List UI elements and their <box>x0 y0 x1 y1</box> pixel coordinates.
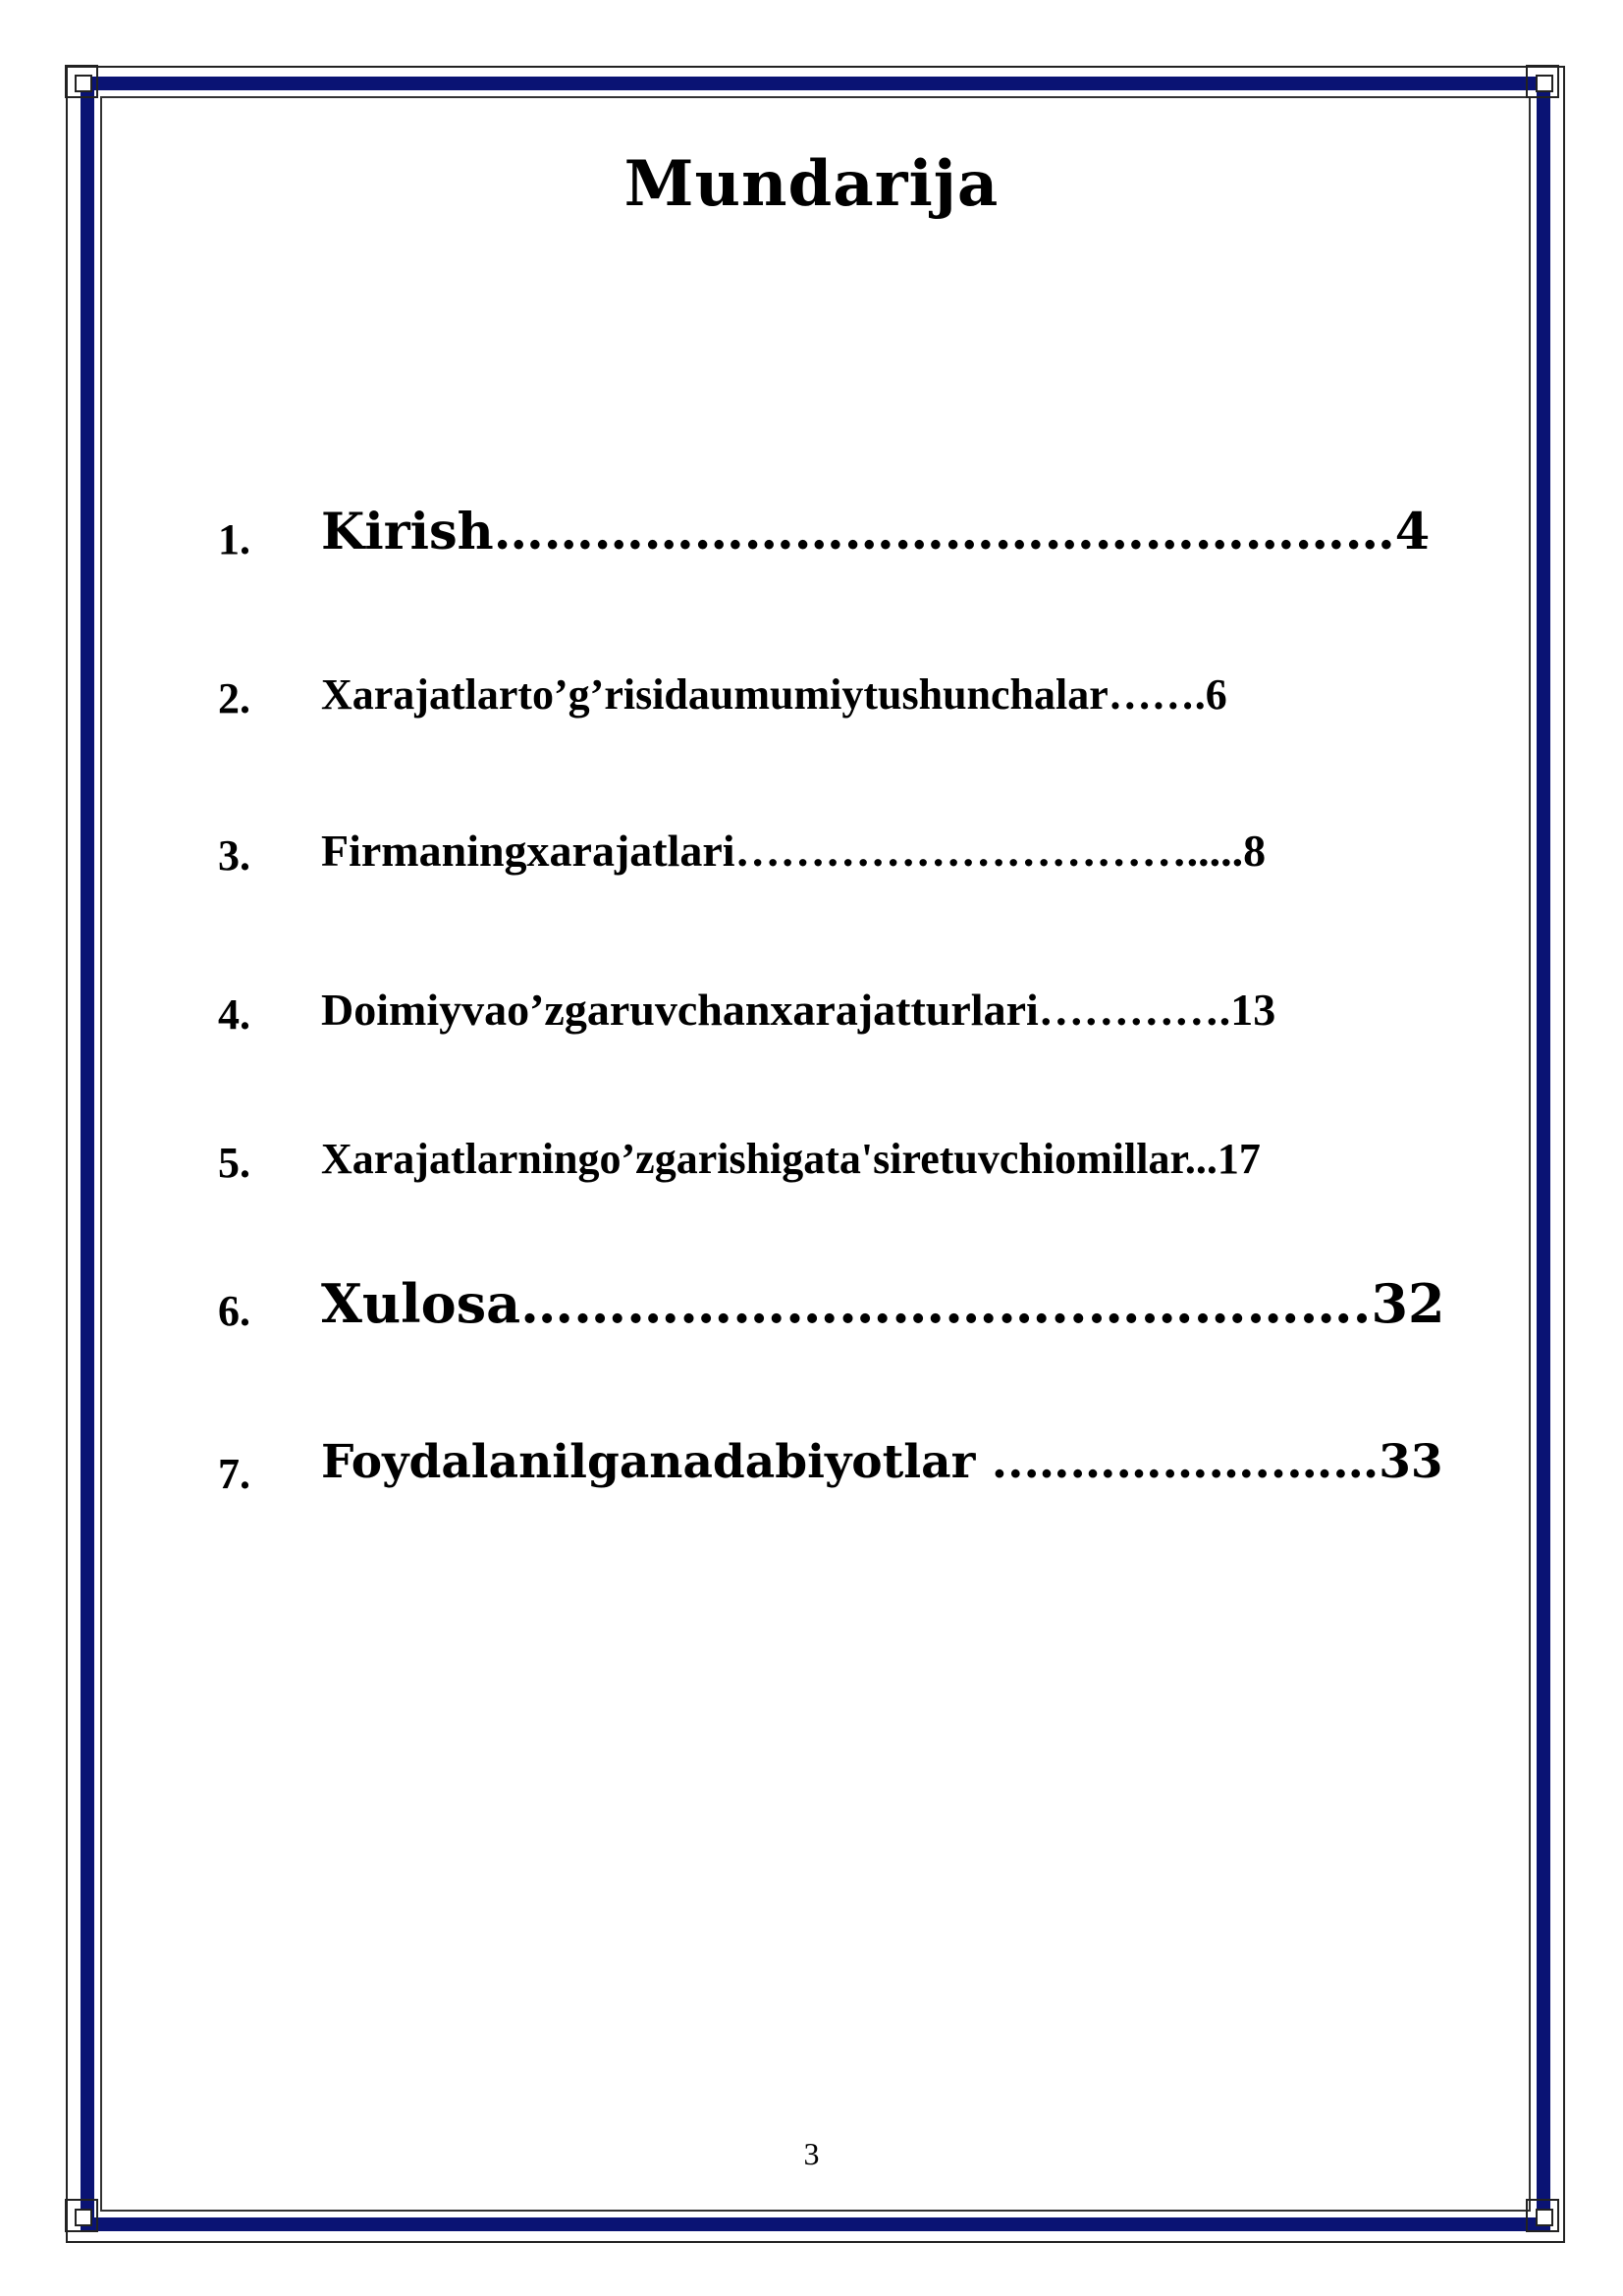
page-title: Mundarija <box>623 147 1000 221</box>
toc-entry-text: Xarajatlarto’g’risidaumumiytushunchalar…….6 <box>321 670 1227 719</box>
toc-entry-number: 6. <box>218 1287 250 1335</box>
toc-entry-text: Xarajatlarningo’zgarishigata'siretuvchiomillar...17 <box>321 1135 1261 1183</box>
toc-entry-text: Kirish………………………………………………4 <box>321 503 1431 561</box>
toc-entry-text: Firmaningxarajatlari………………………….....8 <box>321 826 1267 876</box>
corner-ornament-top-right <box>1526 65 1559 98</box>
corner-ornament-top-left <box>65 65 98 98</box>
corner-ornament-bottom-left <box>65 2199 98 2232</box>
toc-entry-number: 4. <box>218 990 250 1039</box>
toc-entry-number: 1. <box>218 515 250 563</box>
toc-entry-number: 5. <box>218 1139 250 1187</box>
toc-entry-number: 2. <box>218 674 250 722</box>
corner-ornament-bottom-right <box>1526 2199 1559 2232</box>
toc-entry-text: Foydalanilganadabiyotlar ..……………..……33 <box>321 1435 1443 1489</box>
page-number: 3 <box>803 2136 820 2171</box>
toc-entry-text: Xulosa…………………………..…………….32 <box>321 1272 1445 1335</box>
toc-entry-number: 3. <box>218 831 250 880</box>
toc-entry-number: 7. <box>218 1450 250 1498</box>
toc-entry-text: Doimiyvao’zgaruvchanxarajatturlari………….13 <box>321 985 1276 1035</box>
